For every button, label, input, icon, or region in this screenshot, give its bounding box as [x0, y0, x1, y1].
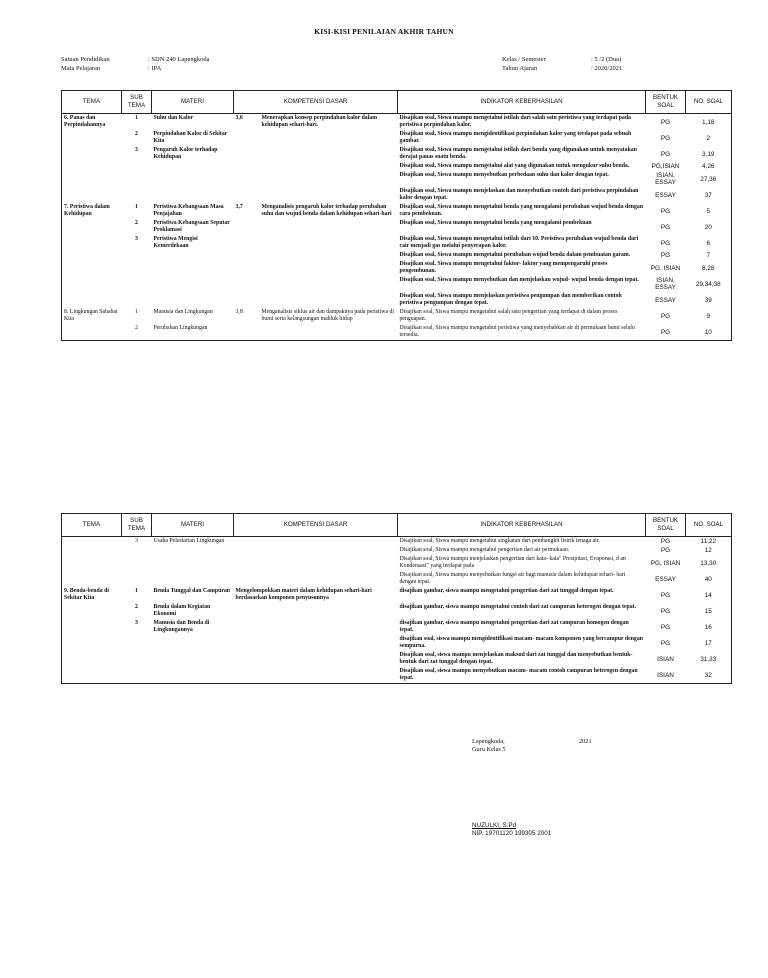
cell-kompetensi-dasar: Mengelompokkan materi dalam kehidupan sehari-hari berdasarkan komponen penyusunnya [235, 588, 372, 601]
cell-bentuk-soal: PG [660, 607, 671, 615]
cell-kompetensi-dasar [260, 146, 398, 162]
table-row [62, 635, 732, 651]
cell-subtema [122, 276, 152, 292]
cell-materi [152, 571, 234, 587]
cell-subtema [122, 260, 152, 276]
cell-no-soal: 13,30 [700, 559, 717, 567]
meta-label: Mata Pelajaran [61, 65, 101, 72]
cell-indikator: Disajikan soal, Siswa mampu mengetahui benda yang mengalami perubahan wujud benda dengan cara pembekuan. [399, 204, 644, 217]
cell-indikator: Disajikan soal, Siswa mampu mengetahui singkatan dari pembangkit listrik tenaga air. [399, 538, 600, 544]
cell-bentuk-soal: PG [660, 312, 671, 320]
cell-no-soal: 14 [704, 591, 712, 599]
cell-no-soal: 15 [704, 607, 712, 615]
cell-bentuk-soal: PG [660, 252, 671, 259]
cell-bentuk-soal: ISIAN [646, 667, 686, 684]
table-row [62, 324, 732, 341]
table-row [62, 537, 732, 547]
cell-bentuk-soal: PG [660, 239, 671, 247]
cell-indikator: Disajikan soal, Siswa mampu mengetahui istilah dari benda yang digunakan untuk menyatakan derajat panas suatu benda. [399, 147, 637, 160]
cell-kd-number [234, 251, 260, 260]
cell-kd-number: 3,6 [235, 115, 243, 121]
cell-no-soal: 8,28 [702, 264, 715, 272]
cell-bentuk-soal: PG [660, 150, 671, 158]
cell-tema [62, 324, 122, 341]
cell-kompetensi-dasar [260, 171, 398, 187]
sign-role: Guru Kelas 5 [472, 746, 506, 753]
cell-bentuk-soal: PG [660, 639, 671, 647]
header-kompetensi-dasar: KOMPETENSI DASAR [234, 514, 398, 537]
cell-tema [62, 651, 122, 667]
sign-year: 2021 [579, 738, 592, 745]
cell-materi [152, 635, 234, 651]
cell-materi [152, 162, 234, 171]
cell-bentuk-soal: PG [660, 223, 671, 231]
cell-tema [62, 276, 122, 292]
cell-materi: Usaha Pelestarian Lingkungan [153, 538, 225, 544]
cell-kompetensi-dasar [260, 162, 398, 171]
cell-bentuk-soal: PG, ISIAN [650, 264, 681, 272]
cell-bentuk-soal: ESSAY [655, 296, 676, 304]
cell-materi: Manusia dan Benda di Lingkungannya [153, 620, 210, 633]
meta-value: : 5 /2 (Dua) [591, 56, 622, 63]
cell-no-soal: 27,36 [700, 175, 717, 183]
cell-kompetensi-dasar [260, 130, 398, 146]
meta-value: : 2020/2021 [591, 65, 623, 72]
cell-indikator: Disajikan soal, Siswa mampu menjelaskan peristiwa pengumpan dan memberikan contoh peristiwa pengumpan dengan tepat. [399, 293, 622, 306]
cell-materi: Suhu dan Kalor [153, 115, 194, 121]
sign-place: Lapengkoda, [472, 738, 505, 745]
cell-subtema: 2 [122, 324, 152, 341]
cell-indikator: Disajikan soal, Siswa mampu mengetahui pengertian dari air permukaan. [399, 547, 570, 553]
cell-tema: 9. Benda-benda di Sekitar Kita [64, 588, 109, 601]
cell-kompetensi-dasar [234, 635, 398, 651]
cell-kompetensi-dasar [234, 651, 398, 667]
table-row [62, 219, 732, 235]
header-tema: TEMA [62, 91, 122, 114]
cell-kd-number [234, 292, 260, 308]
cell-subtema: 2 [135, 131, 138, 137]
table-row [62, 162, 732, 171]
cell-kompetensi-dasar: Menerapkan konsep perpindahan kalor dalam kehidupan sehari-hari. [261, 115, 378, 128]
cell-kd-number [234, 324, 260, 341]
meta-label: Tahun Ajaran [502, 65, 538, 72]
cell-materi [152, 251, 234, 260]
header-no-soal: NO. SOAL [686, 514, 732, 537]
sign-name: NUZULKI, S.Pd [472, 822, 517, 829]
cell-subtema [122, 571, 152, 587]
cell-materi: Peristiwa Mengisi Kemerdekaan [153, 236, 198, 249]
cell-bentuk-soal: ISIAN, ESSAY [655, 172, 676, 186]
cell-bentuk-soal: PG [660, 591, 671, 599]
cell-subtema [122, 171, 152, 187]
table-row [62, 114, 732, 131]
header-no-soal: NO. SOAL [686, 91, 732, 114]
cell-materi [152, 171, 234, 187]
cell-kompetensi-dasar [260, 187, 398, 203]
cell-tema [62, 219, 122, 235]
cell-bentuk-soal: PG,ISIAN [651, 163, 680, 170]
cell-subtema [122, 555, 152, 571]
cell-indikator: Disajikan soal, Siswa mampu menjelaskan dan menyebutkan contoh dari peristiwa perpindahan kalor dengan tepat. [399, 188, 639, 201]
cell-bentuk-soal: ESSAY [655, 575, 676, 583]
cell-tema [62, 635, 122, 651]
cell-kompetensi-dasar [260, 276, 398, 292]
header-materi: MATERI [152, 91, 234, 114]
cell-materi: Benda Tunggal dan Campuran [153, 588, 231, 594]
cell-kd-number: 3,7 [235, 204, 243, 210]
cell-bentuk-soal: PG [660, 538, 671, 545]
header-bentuk-soal: BENTUK SOAL [646, 514, 686, 537]
cell-kompetensi-dasar [260, 251, 398, 260]
cell-tema: 8. Lingkungan Sahabat Kita [64, 309, 118, 322]
cell-kompetensi-dasar [260, 235, 398, 251]
cell-materi: Peristiwa Kebangsaan Masa Penjajahan [153, 204, 224, 217]
header-subtema: SUB TEMA [122, 91, 152, 114]
meta-value: : IPA [148, 65, 162, 72]
cell-tema [62, 537, 122, 547]
cell-kd-number [234, 130, 260, 146]
cell-subtema [122, 546, 152, 555]
cell-subtema: 2 [135, 220, 138, 226]
header-indikator: INDIKATOR KEBERHASILAN [398, 91, 646, 114]
cell-no-soal: 10 [686, 324, 732, 341]
table-row [62, 292, 732, 308]
cell-materi [152, 555, 234, 571]
cell-indikator: Disajikan soal, Siswa mampu mengidentifikasi perpindahan kalor yang terdapat pada sebuah gambar. [399, 131, 632, 144]
cell-indikator: Disajikan soal, Siswa mampu mengetahui perubahan wujud benda dalam pembuatan garam. [399, 252, 631, 258]
cell-subtema: 1 [135, 204, 138, 210]
cell-kompetensi-dasar: Menganalisis siklus air dan dampaknya pada peristiwa di bumi serta kelangsungan mahluk hidup [261, 309, 394, 322]
table-row [62, 146, 732, 162]
cell-kd-number [234, 187, 260, 203]
cell-kd-number [234, 260, 260, 276]
cell-bentuk-soal: PG, ISIAN [650, 559, 681, 567]
cell-kompetensi-dasar [260, 292, 398, 308]
cell-indikator: Disajikan soal, Siswa mampu menyebutkan dan menjelaskan wujud- wujud benda dengan tepat. [399, 277, 639, 283]
cell-kd-number [234, 146, 260, 162]
cell-kompetensi-dasar [234, 571, 398, 587]
cell-kd-number [234, 276, 260, 292]
cell-tema [62, 260, 122, 276]
header-bentuk-soal: BENTUK SOAL [646, 91, 686, 114]
table-row [62, 187, 732, 203]
cell-materi: Peristiwa Kebangsaan Seputar Proklamasi [153, 220, 230, 233]
cell-no-soal: 37 [704, 191, 712, 199]
cell-indikator: Disajikan soal, Siswa mampu mengetahui salah satu pengertian yang terdapat di dalam proses penguapan. [399, 309, 618, 322]
cell-materi: Pengaruh Kalor terhadap Kehidupan [153, 147, 218, 160]
meta-label: Satuan Pendidikan [61, 56, 110, 63]
cell-subtema [122, 251, 152, 260]
kisi-table-1 [61, 90, 732, 341]
cell-materi: Perpindahan Kalor di Sekitar Kita [153, 131, 228, 144]
header-materi: MATERI [152, 514, 234, 537]
cell-no-soal: 6 [706, 239, 711, 247]
cell-materi [152, 667, 234, 684]
table-row [62, 260, 732, 276]
table-row [62, 667, 732, 684]
cell-subtema: 1 [135, 115, 138, 121]
cell-kompetensi-dasar: Menganalisis pengaruh kalor terhadap perubahan suhu dan wujud benda dalam kehidupan sehari-hari [261, 204, 392, 217]
table-row [62, 619, 732, 635]
cell-materi: Perubahan Lingkungan [152, 324, 234, 341]
cell-tema [62, 251, 122, 260]
cell-no-soal: 1,18 [702, 118, 715, 126]
cell-no-soal: 40 [704, 575, 712, 583]
cell-subtema: 2 [135, 604, 138, 610]
cell-tema [62, 667, 122, 684]
cell-subtema: 1 [135, 588, 138, 594]
cell-no-soal: 20 [704, 223, 712, 231]
cell-no-soal: 16 [704, 623, 712, 631]
cell-indikator: disajikan gambar, siswa mampu mengetahui pengertian dari zat tunggal dengan tepat. [399, 588, 614, 594]
cell-subtema [122, 667, 152, 684]
cell-indikator: Disajikan soal, Siswa mampu mengetahui alat yang digunakan untuk mengukur suhu benda. [399, 163, 630, 169]
table-row [62, 308, 732, 324]
cell-no-soal: 3,19 [702, 150, 715, 158]
cell-bentuk-soal: ISIAN [657, 655, 674, 663]
cell-indikator: Disajikan soal, Siswa mampu mengetahui istilah dari salah satu peristiwa yang terdapat pada peristiwa perpindahan kalor. [399, 115, 631, 128]
cell-materi: Manusia dan Lingkungan [153, 309, 213, 315]
document-title: KISI-KISI PENILAIAN AKHIR TAHUN [314, 27, 454, 36]
cell-materi [152, 546, 234, 555]
header-kompetensi-dasar: KOMPETENSI DASAR [234, 91, 398, 114]
cell-kompetensi-dasar [260, 324, 398, 341]
cell-no-soal: 2 [706, 134, 711, 142]
cell-indikator: Disajikan soal, Siswa mampu menjelaskan pengertian dari kata- kata" Presipitasi, Evaporasi, d an Kondensasi" yang terdapat pada [399, 556, 626, 569]
signature-block [472, 738, 592, 838]
cell-tema [62, 187, 122, 203]
cell-no-soal: 17 [704, 639, 712, 647]
cell-materi [152, 260, 234, 276]
cell-subtema [122, 187, 152, 203]
cell-materi [152, 651, 234, 667]
header-subtema: SUB TEMA [122, 514, 152, 537]
cell-kompetensi-dasar [260, 260, 398, 276]
cell-no-soal: 4,26 [702, 163, 715, 170]
cell-subtema: 3 [135, 236, 138, 242]
sign-nip: NIP. 19701120 199305 2001 [472, 830, 552, 837]
cell-tema [62, 162, 122, 171]
cell-no-soal: 7 [706, 252, 711, 259]
cell-bentuk-soal: PG [646, 324, 686, 341]
meta-label: Kelas / Semester [502, 56, 546, 63]
table-row [62, 251, 732, 260]
cell-materi: Benda dalam Kegiatan Ekonomi [153, 604, 211, 617]
cell-tema [62, 546, 122, 555]
cell-indikator: disajikan gambar, siswa mampu mengetahui pengertian dari zat campuran homogen dengan tepat. [399, 620, 629, 633]
cell-bentuk-soal: ESSAY [655, 191, 676, 199]
cell-tema [62, 603, 122, 619]
cell-no-soal: 29,34,38 [695, 280, 721, 288]
cell-kd-number [234, 171, 260, 187]
cell-kd-number [234, 219, 260, 235]
cell-no-soal: 32 [686, 667, 732, 684]
cell-indikator: Disajikan soal, Siswa mampu menyebutkan perbedaan suhu dan kalor dengan tepat. [399, 172, 609, 178]
cell-indikator: disajikan soal, siswa mampu mengidentifikasi macam- macam komponen yang bercampur dengan sempurna. [399, 636, 643, 649]
cell-kompetensi-dasar [234, 667, 398, 684]
cell-no-soal: 5 [706, 207, 711, 215]
cell-indikator: Disajikan soal, Siswa mampu mengetahui faktor- faktor yang mempengaruhi proses pengembunan. [399, 261, 608, 274]
cell-indikator: Disajikan soal, siswa mampu menjelaskan maksud dari zat tunggal dan menyebutkan bentuk- bentuk dari zat tunggal dengan tepat. [399, 652, 633, 665]
table-row [62, 171, 732, 187]
cell-no-soal: 39 [704, 296, 712, 304]
cell-no-soal: 11,22 [700, 538, 717, 545]
meta-left [61, 55, 210, 73]
cell-materi [152, 187, 234, 203]
cell-subtema: 3 [135, 147, 138, 153]
cell-materi [152, 292, 234, 308]
cell-tema [62, 571, 122, 587]
cell-materi [152, 276, 234, 292]
cell-indikator: Disajikan soal, Siswa mampu mengetahui istilah dari 10. Peristiwa perubahan wujud benda dari cair menjadi gas melalui penyerapan kalor. [399, 236, 639, 249]
cell-bentuk-soal: PG [660, 207, 671, 215]
cell-subtema: 1 [135, 309, 138, 315]
meta-value: : SDN 240 Lapengkoda [148, 56, 210, 63]
table-row [62, 555, 732, 571]
table-row [62, 130, 732, 146]
cell-kd-number [234, 235, 260, 251]
table-row [62, 587, 732, 603]
cell-kompetensi-dasar [234, 603, 398, 619]
cell-kompetensi-dasar [234, 546, 398, 555]
cell-no-soal: 31,33 [700, 655, 717, 663]
cell-tema [62, 292, 122, 308]
cell-subtema: 3 [135, 538, 138, 544]
cell-tema [62, 130, 122, 146]
cell-bentuk-soal: ISIAN, ESSAY [655, 277, 676, 291]
table-row [62, 603, 732, 619]
cell-subtema [122, 651, 152, 667]
table-row [62, 276, 732, 292]
cell-bentuk-soal: PG [660, 134, 671, 142]
kisi-table-2-body [62, 537, 732, 684]
cell-indikator: Disajikan soal, Siswa mampu mengetahui benda yang mengalami pembekuan [399, 220, 592, 226]
cell-tema: 6. Panas dan Perpindahannya [64, 115, 106, 128]
cell-kompetensi-dasar [234, 537, 398, 547]
cell-tema [62, 146, 122, 162]
kisi-table-2 [61, 513, 732, 684]
cell-bentuk-soal: PG [660, 623, 671, 631]
table-row [62, 203, 732, 219]
cell-tema [62, 235, 122, 251]
cell-kd-number: 3,8 [235, 309, 243, 315]
table-row [62, 571, 732, 587]
cell-subtema [122, 635, 152, 651]
cell-no-soal: 9 [706, 312, 711, 320]
kisi-table-1-body [62, 114, 732, 341]
table-row [62, 651, 732, 667]
header-tema: TEMA [62, 514, 122, 537]
cell-kompetensi-dasar [234, 555, 398, 571]
cell-indikator: disajikan gambar, siswa mampu mengetahui contoh dari zat campuran heterogen dengan tepat. [399, 604, 637, 610]
cell-subtema [122, 292, 152, 308]
table-row [62, 235, 732, 251]
cell-bentuk-soal: PG [660, 547, 671, 554]
cell-no-soal: 12 [704, 547, 712, 554]
table-row [62, 546, 732, 555]
cell-indikator: Disajikan soal, siswa mampu menyebutkan macam- macam contoh campuran heterogen dengan tepat. [398, 667, 646, 684]
cell-kd-number [234, 162, 260, 171]
cell-bentuk-soal: PG [660, 118, 671, 126]
cell-subtema [122, 162, 152, 171]
cell-kompetensi-dasar [234, 619, 398, 635]
cell-tema [62, 555, 122, 571]
meta-right [502, 55, 622, 73]
cell-subtema: 3 [135, 620, 138, 626]
cell-kompetensi-dasar [260, 219, 398, 235]
cell-tema [62, 619, 122, 635]
cell-indikator: Disajikan soal, Siswa mampu mengetahui peristiwa yang menyebabkan air di permukaan bumi selalu tersedia. [398, 324, 646, 341]
cell-indikator: Disajikan soal, Siswa mampu menyebutkan fungsi air bagi manusia dalam kehidupan sehari- hari dengan tepat. [399, 572, 626, 585]
cell-tema [62, 171, 122, 187]
cell-tema: 7. Peristiwa dalam Kehidupan [64, 204, 110, 217]
header-indikator: INDIKATOR KEBERHASILAN [398, 514, 646, 537]
